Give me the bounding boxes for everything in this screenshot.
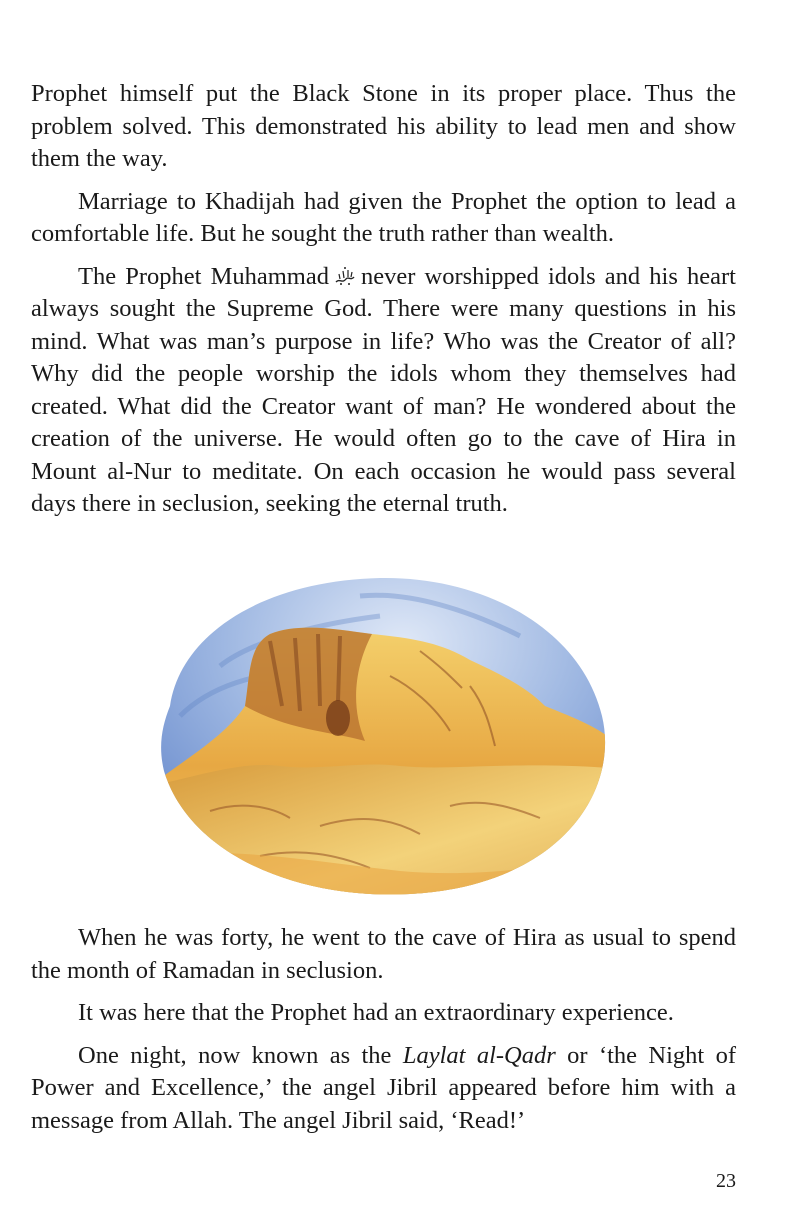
honorific-calligraphy-icon — [333, 265, 357, 287]
paragraph-forty-years: When he was forty, he went to the cave of Hira as usual to spend the month of Ramadan in seclusion. — [31, 924, 736, 984]
paragraph-night-start: One night, now known as the — [78, 1041, 392, 1069]
paragraph-experience: It was here that the Prophet had an extraordinary experience. — [78, 999, 674, 1026]
paragraph-seeking-truth — [31, 261, 736, 521]
paragraph-black-stone: Prophet himself put the Black Stone in its proper place. Thus the problem solved. This demonstrated his ability to lead men and show them the way. — [31, 80, 736, 172]
upper-text — [31, 78, 736, 521]
laylat-al-qadr-term: Laylat al-Qadr — [402, 1041, 556, 1069]
paragraph-marriage: Marriage to Khadijah had given the Prophet the option to lead a comfortable life. But he sought the truth rather than wealth. — [31, 187, 736, 247]
paragraph-seeking-truth-start: The Prophet Muhammad — [78, 262, 329, 290]
cave-of-hira — [326, 700, 350, 736]
page-number: 23 — [716, 1170, 736, 1192]
mountain-illustration — [150, 556, 610, 904]
paragraph-seeking-truth-end: never worshipped idols and his heart always sought the Supreme God. There were many questions in his mind. What was man’s purpose in life? Who was the Creator of all? Why did the people worship the idols whom they themselves had created. What did the Creator want of man? He wondered about the creation of the universe. He would often go to the cave of Hira in Mount al-Nur to meditate. On each occasion he would pass several days there in seclusion, seeking the eternal truth. — [31, 262, 736, 517]
paragraph-night-end: or ‘the Night of Power and Excellence,’ the angel Jibril appeared before him with a message from Allah. The angel Jibril said, ‘Read!’ — [31, 1041, 737, 1134]
lower-text — [31, 922, 736, 1137]
paragraph-night-of-power — [31, 1040, 736, 1138]
